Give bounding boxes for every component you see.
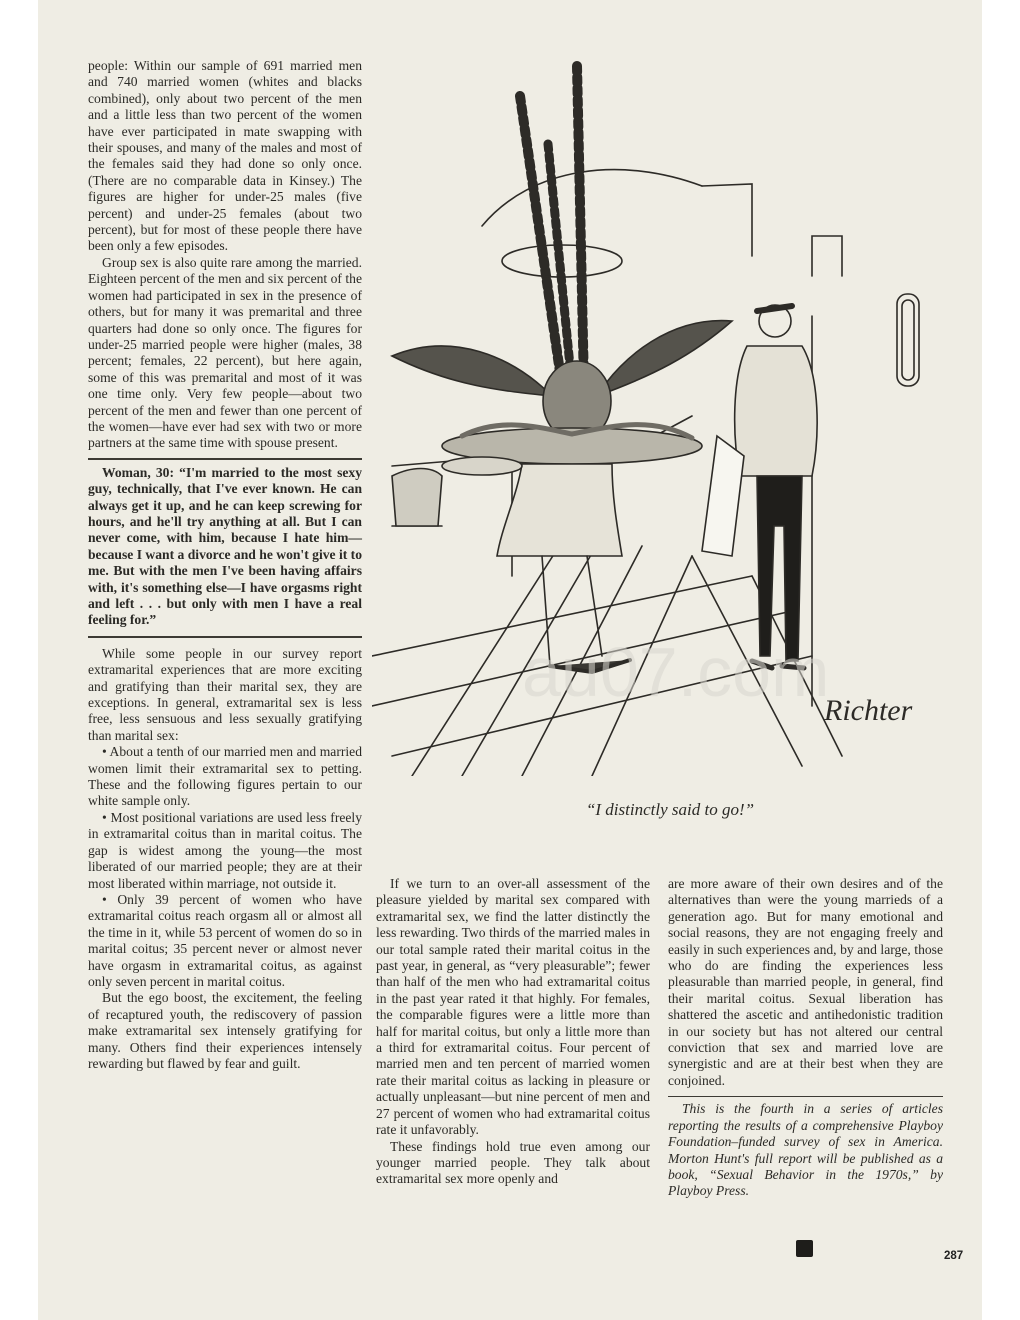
page-number: 287 <box>944 1250 964 1262</box>
pull-quote-text: Woman, 30: “I'm married to the most sexy guy, technically, that I've ever known. He can always get it up, and he can keep screwing for hours, and he'll try anything at all. But I can never come, with him, because I hate him—because I want a divorce and he won't give it to me. But with the men I've been having affairs with, it's something else—I have orgasms right and left . . . but only with men I have a real feeling for.” <box>88 464 362 628</box>
scan-margin-left <box>0 0 38 1320</box>
middle-text-column <box>376 876 650 1188</box>
paragraph: But the ego boost, the excitement, the feeling of recaptured youth, the rediscovery of passion make extramarital sex intensely gratifying for many. Others find their experiences intensely rewarding but flawed by fear and guilt. <box>88 990 362 1071</box>
watermark-text: au07.com <box>522 633 830 711</box>
paragraph: These findings hold true even among our younger married people. They talk about extramarital sex more openly and <box>376 1138 650 1187</box>
footnote-text: This is the fourth in a series of articles reporting the results of a comprehensive Playboy Foundation–funded survey of sex in America. Morton Hunt's full report will be published as a book, “Sexual Behavior in the 1970s,” by Playboy Press. <box>668 1101 943 1199</box>
cartoon-caption: “I distinctly said to go!” <box>585 800 755 819</box>
bullet-paragraph: • Only 39 percent of women who have extramarital coitus reach orgasm all or almost all the time in it, while 53 percent of women do so in marital coitus; 35 percent never or almost never have orgasm in extramarital coitus, as against only seven percent in marital coitus. <box>88 891 362 989</box>
pull-quote <box>88 458 362 638</box>
artist-signature: Richter <box>824 694 913 727</box>
paragraph: are more aware of their own desires and of the alternatives than were the young marrieds of a generation ago. But for many emotional and social reasons, they are not engaging freely and easily in such experiences and, by and large, those who do are finding the experiences less pleasurable than married people, in general, find their marital coitus. Sexual liberation has shattered the ascetic and antihedonistic tradition in our society but has not altered our central conviction that sex and married love are synergistic and are at their best when they are conjoined. <box>668 876 943 1088</box>
end-mark-icon <box>796 1240 813 1257</box>
paragraph: people: Within our sample of 691 married men and 740 married women (whites and blacks combined), only about two percent of the men and a little less than two percent of the women have ever participated in mate swapping with their spouses, and many of the males and most of the females said they had done so only once. (There are no comparable data in Kinsey.) The figures are higher for under-25 males (five percent) and under-25 females (about two percent), but for most of these people there have been only a few episodes. <box>88 58 362 254</box>
cartoon-illustration <box>372 56 962 776</box>
article-footnote <box>668 1096 943 1199</box>
bullet-paragraph: • About a tenth of our married men and married women limit their extramarital sex to petting. These and the following figures pertain to our white sample only. <box>88 744 362 809</box>
paragraph: While some people in our survey report extramarital experiences that are more exciting and gratifying than their marital sex, they are exceptions. In general, extramarital sex is less free, less sensuous and less sexually gratifying than marital sex: <box>88 645 362 743</box>
scan-margin-right <box>982 0 1020 1320</box>
bullet-paragraph: • Most positional variations are used less freely in extramarital coitus than in marital coitus. The gap is widest among the young—the most liberated of our married people; they are at their most liberated within marriage, not outside it. <box>88 809 362 891</box>
paragraph: If we turn to an over-all assessment of the pleasure yielded by marital sex compared with extramarital sex, we find the latter distinctly the less rewarding. Two thirds of the married males in our total sample rated their marital coitus in the past year, in general, as “very pleasurable”; fewer than half of the men who had extramarital coitus in the past year rated it that highly. For females, the comparable figures were a little more than half for marital coitus, but only a little more than a third for extramarital coitus. Four percent of married men and ten percent of married women rate their marital coitus as lacking in pleasure or actually unpleasant—but nine percent of men and 27 percent of women who had extramarital coitus rate it unfavorably. <box>376 876 650 1138</box>
left-text-column <box>88 58 362 1072</box>
paragraph: Group sex is also quite rare among the married. Eighteen percent of the men and six percent of the women had participated in sex in the presence of others, but for many it was premarital and three quarters had done so only once. The figures for under-25 married people were higher (males, 38 percent; females, 22 percent), but here again, some of this was premarital and most of it was one time only. Very few people—about two percent of the men and fewer than one percent of the women—have ever had sex with two or more partners at the same time with spouse present. <box>88 254 362 451</box>
right-text-column <box>668 876 943 1200</box>
